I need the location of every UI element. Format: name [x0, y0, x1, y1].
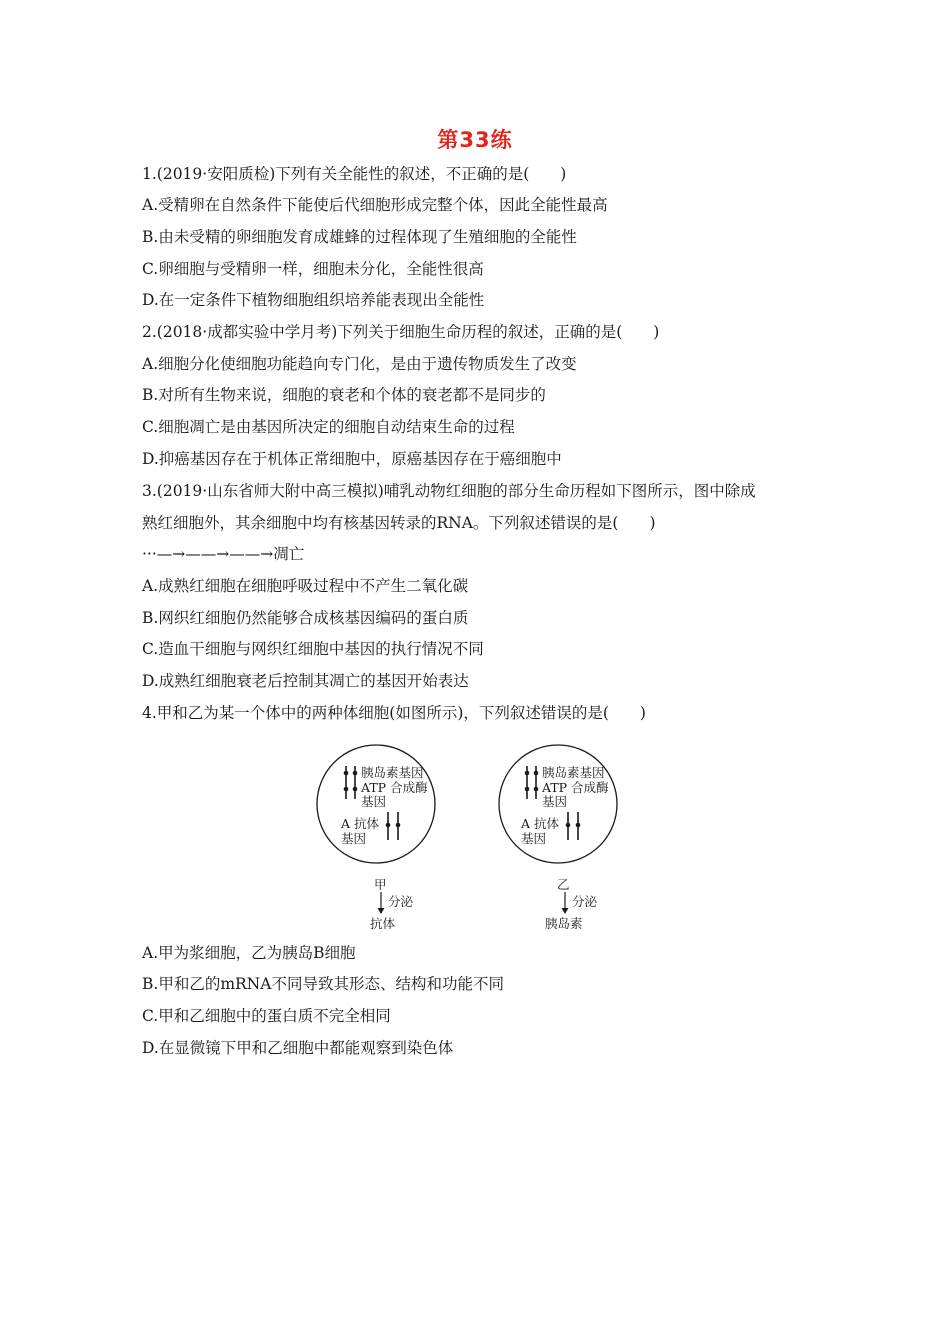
cell-jia [317, 745, 435, 931]
cell-jia-name: 甲 [374, 877, 387, 892]
cell-yi-gene1-label: 胰岛素基因 [542, 765, 605, 780]
question-3-process-line: ···—→——→——→凋亡 [142, 545, 305, 563]
question-3-stem-line2: 熟红细胞外，其余细胞中均有核基因转录的RNA。下列叙述错误的是( ) [142, 514, 656, 532]
question-1-option-b: B.由未受精的卵细胞发育成雄蜂的过程体现了生殖细胞的全能性 [142, 228, 577, 246]
cell-yi-gene3-label-line1: A 抗体 [521, 816, 560, 831]
question-1-option-a: A.受精卵在自然条件下能使后代细胞形成完整个体，因此全能性最高 [142, 196, 608, 214]
question-1-option-d: D.在一定条件下植物细胞组织培养能表现出全能性 [142, 291, 485, 309]
question-2-option-a: A.细胞分化使细胞功能趋向专门化，是由于遗传物质发生了改变 [142, 355, 577, 373]
cell-jia-chromosomes-upper [346, 766, 355, 799]
cell-yi-gene2-label-line1: ATP 合成酶 [542, 780, 609, 795]
question-4-option-b: B.甲和乙的mRNA不同导致其形态、结构和功能不同 [142, 975, 504, 993]
cell-yi-chromosomes-upper [527, 766, 536, 799]
question-2-option-c: C.细胞凋亡是由基因所决定的细胞自动结束生命的过程 [142, 418, 515, 436]
cell-yi-gene2-label-line2: 基因 [542, 794, 568, 809]
cell-jia-gene2-label-line1: ATP 合成酶 [361, 780, 428, 795]
question-4-stem: 4.甲和乙为某一个体中的两种体细胞(如图所示)，下列叙述错误的是( ) [142, 704, 646, 722]
cell-yi-product-label: 胰岛素 [545, 916, 583, 931]
question-3-option-c: C.造血干细胞与网织红细胞中基因的执行情况不同 [142, 640, 484, 658]
question-1-stem: 1.(2019·安阳质检)下列有关全能性的叙述，不正确的是( ) [142, 165, 567, 183]
question-3-option-b: B.网织红细胞仍然能够合成核基因编码的蛋白质 [142, 609, 469, 627]
cell-jia-process-label: 分泌 [388, 894, 414, 909]
question-4-option-c: C.甲和乙细胞中的蛋白质不完全相同 [142, 1007, 391, 1025]
cell-jia-gene3-label-line2: 基因 [341, 831, 367, 846]
question-2-stem: 2.(2018·成都实验中学月考)下列关于细胞生命历程的叙述，正确的是( ) [142, 323, 660, 341]
cell-yi-name: 乙 [557, 877, 570, 892]
question-1-option-c: C.卵细胞与受精卵一样，细胞未分化，全能性很高 [142, 260, 484, 278]
cell-yi-gene3-label-line2: 基因 [521, 831, 547, 846]
cell-yi [499, 745, 617, 931]
page-title: 第33练 [437, 128, 513, 152]
cell-diagram [300, 728, 650, 938]
question-3-option-a: A.成熟红细胞在细胞呼吸过程中不产生二氧化碳 [142, 577, 469, 595]
cell-jia-gene1-label: 胰岛素基因 [361, 765, 424, 780]
question-2-option-b: B.对所有生物来说，细胞的衰老和个体的衰老都不是同步的 [142, 386, 546, 404]
cell-yi-arrow-head [562, 908, 569, 914]
cell-jia-product-label: 抗体 [370, 916, 396, 931]
question-4-option-d: D.在显微镜下甲和乙细胞中都能观察到染色体 [142, 1039, 454, 1057]
cell-yi-process-label: 分泌 [572, 894, 598, 909]
cell-jia-gene3-label-line1: A 抗体 [341, 816, 380, 831]
cell-jia-arrow-head [378, 908, 385, 914]
cell-jia-gene2-label-line2: 基因 [361, 794, 387, 809]
question-2-option-d: D.抑癌基因存在于机体正常细胞中，原癌基因存在于癌细胞中 [142, 450, 562, 468]
question-4-option-a: A.甲为浆细胞，乙为胰岛B细胞 [142, 944, 356, 962]
question-3-option-d: D.成熟红细胞衰老后控制其凋亡的基因开始表达 [142, 672, 469, 690]
question-3-stem-line1: 3.(2019·山东省师大附中高三模拟)哺乳动物红细胞的部分生命历程如下图所示，图中除成 [142, 482, 756, 500]
